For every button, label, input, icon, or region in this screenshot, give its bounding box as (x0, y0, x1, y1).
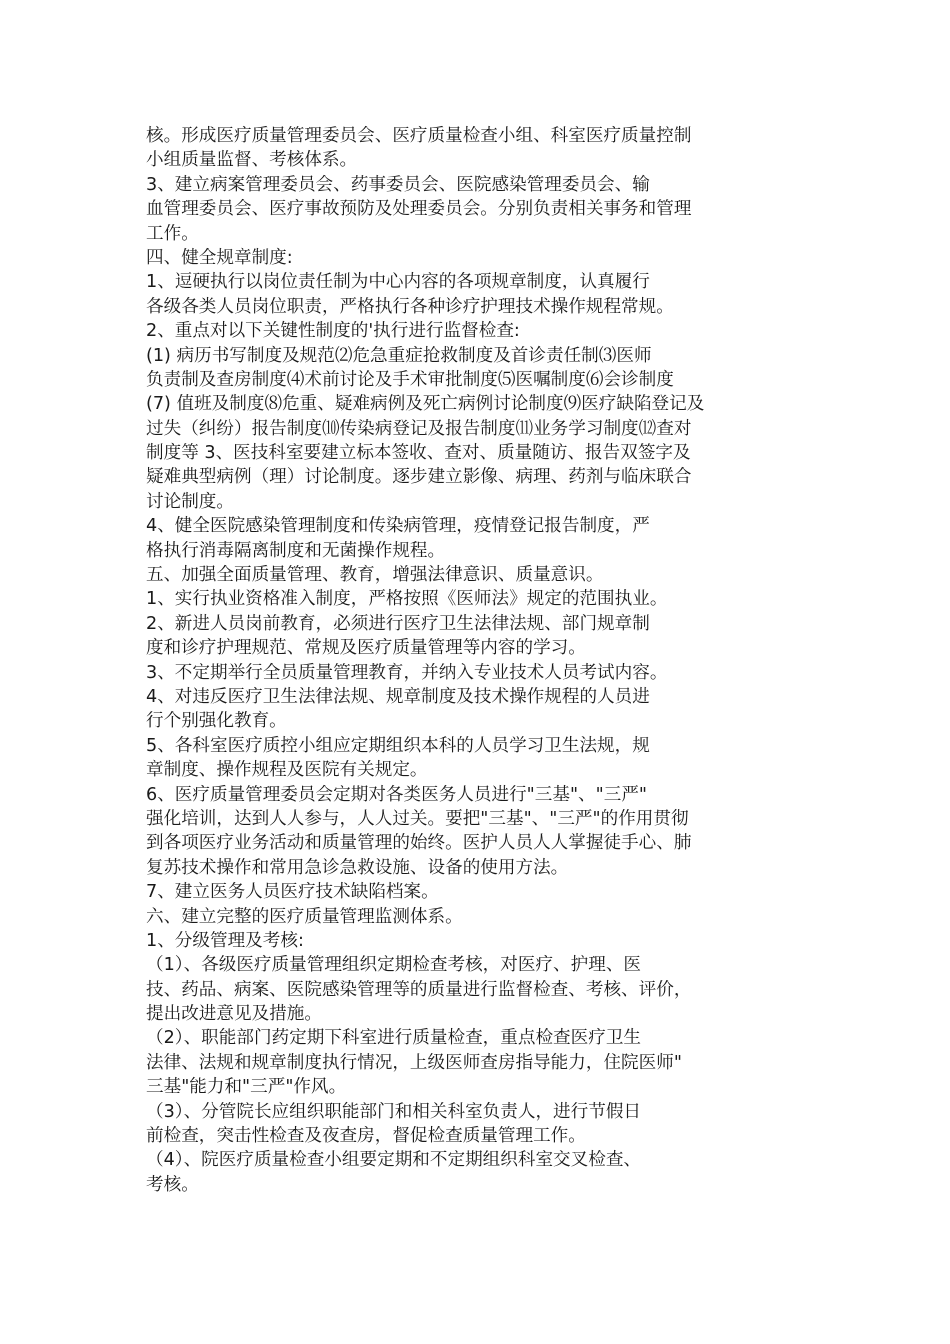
text-line: 负责制及查房制度⑷术前讨论及手术审批制度⑸医嘱制度⑹会诊制度 (146, 369, 674, 390)
text-line: 5、各科室医疗质控小组应定期组织本科的人员学习卫生法规，规 (146, 735, 650, 756)
text-line: 前检查，突击性检查及夜查房，督促检查质量管理工作。 (146, 1126, 586, 1147)
text-line: （2）、职能部门药定期下科室进行质量检查，重点检查医疗卫生 (146, 1028, 642, 1049)
text-line: 4、健全医院感染管理制度和传染病管理，疫情登记报告制度，严 (146, 516, 650, 537)
text-line: 1、实行执业资格准入制度，严格按照《医师法》规定的范围执业。 (146, 589, 668, 610)
text-line: 复苏技术操作和常用急诊急救设施、设备的使用方法。 (146, 857, 569, 878)
text-line: 度和诊疗护理规范、常规及医疗质量管理等内容的学习。 (146, 638, 586, 659)
text-line: 章制度、操作规程及医院有关规定。 (146, 760, 428, 781)
text-line: 核。形成医疗质量管理委员会、医疗质量检查小组、科室医疗质量控制 (146, 126, 692, 146)
text-line: 3、建立病案管理委员会、药事委员会、医院感染管理委员会、输 (146, 174, 650, 195)
text-line: 制度等 3、医技科室要建立标本签收、查对、质量随访、报告双签字及 (146, 443, 691, 464)
document-body (146, 124, 750, 1197)
text-line: 4、对违反医疗卫生法律法规、规章制度及技术操作规程的人员进 (146, 686, 650, 707)
text-line: 各级各类人员岗位职责，严格执行各种诊疗护理技术操作规程常规。 (146, 296, 674, 317)
text-line: 2、新进人员岗前教育，必须进行医疗卫生法律法规、部门规章制 (146, 613, 650, 634)
text-line: 讨论制度。 (146, 491, 234, 512)
text-line: 强化培训，达到人人参与，人人过关。要把"三基"、"三严"的作用贯彻 (146, 808, 689, 829)
text-line: 提出改进意见及措施。 (146, 1004, 322, 1025)
section-heading: 六、建立完整的医疗质量管理监测体系。 (146, 906, 463, 927)
text-line: （4）、院医疗质量检查小组要定期和不定期组织科室交叉检查、 (146, 1150, 642, 1171)
text-line: （1）、各级医疗质量管理组织定期检查考核，对医疗、护理、医 (146, 955, 642, 976)
text-line: 到各项医疗业务活动和质量管理的始终。医护人员人人掌握徒手心、肺 (146, 833, 692, 854)
text-line: 1、分级管理及考核: (146, 930, 304, 951)
text-line: 1、逗硬执行以岗位责任制为中心内容的各项规章制度，认真履行 (146, 272, 650, 293)
text-line: 法律、法规和规章制度执行情况，上级医师查房指导能力，住院医师" (146, 1052, 682, 1073)
text-line: 行个别强化教育。 (146, 711, 287, 732)
text-line: 血管理委员会、医疗事故预防及处理委员会。分别负责相关事务和管理 (146, 199, 692, 220)
section-heading: 五、加强全面质量管理、教育，增强法律意识、质量意识。 (146, 565, 604, 586)
text-line: 技、药品、病案、医院感染管理等的质量进行监督检查、考核、评价， (146, 979, 692, 1000)
text-line: 疑难典型病例（理）讨论制度。逐步建立影像、病理、药剂与临床联合 (146, 467, 692, 488)
text-line: (1) 病历书写制度及规范⑵危急重症抢救制度及首诊责任制⑶医师 (146, 345, 652, 366)
text-line: 三基"能力和"三严"作风。 (146, 1077, 347, 1098)
text-line: 工作。 (146, 223, 199, 244)
text-line: 2、重点对以下关键性制度的'执行进行监督检查: (146, 321, 520, 342)
text-line: 格执行消毒隔离制度和无菌操作规程。 (146, 540, 446, 561)
text-line: 6、医疗质量管理委员会定期对各类医务人员进行"三基"、"三严" (146, 784, 648, 805)
text-line: 过失（纠纷）报告制度⑽传染病登记及报告制度⑾业务学习制度⑿查对 (146, 418, 692, 439)
text-line: 小组质量监督、考核体系。 (146, 150, 358, 171)
text-line: 7、建立医务人员医疗技术缺陷档案。 (146, 882, 439, 903)
section-heading: 四、健全规章制度: (146, 247, 293, 268)
text-line: （3）、分管院长应组织职能部门和相关科室负责人，进行节假日 (146, 1101, 642, 1122)
text-line: 3、不定期举行全员质量管理教育，并纳入专业技术人员考试内容。 (146, 662, 668, 683)
text-line: (7) 值班及制度⑻危重、疑难病例及死亡病例讨论制度⑼医疗缺陷登记及 (146, 394, 705, 415)
text-line: 考核。 (146, 1174, 199, 1195)
